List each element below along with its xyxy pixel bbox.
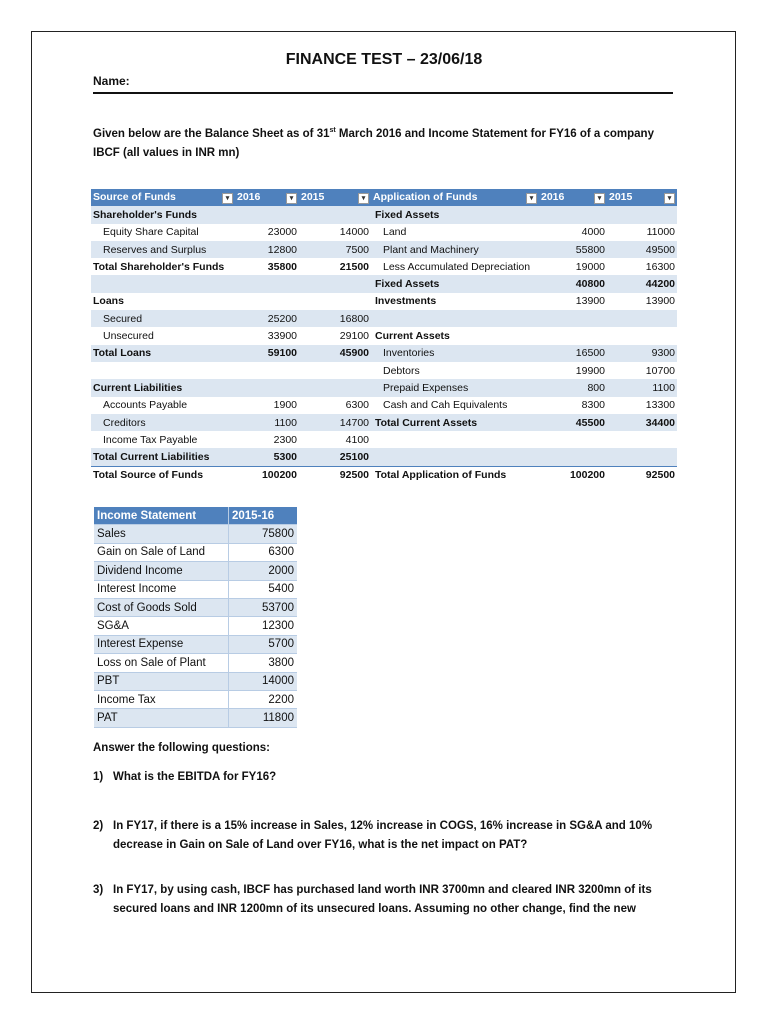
table-cell: 45900 — [299, 345, 371, 362]
question-text: In FY17, by using cash, IBCF has purchased land worth INR 3700mn and cleared INR 3200mn of its secured loans and INR 1200mn of its unsecured loans. Assuming no other change, find the new — [113, 884, 652, 915]
table-cell: Cash and Cah Equivalents — [371, 397, 539, 414]
table-cell — [607, 431, 677, 448]
table-cell: 16500 — [539, 345, 607, 362]
table-cell: 12300 — [229, 617, 298, 635]
column-header-label: 2016 — [541, 191, 565, 204]
table-cell: Dividend Income — [94, 562, 229, 580]
column-header[interactable] — [299, 189, 371, 206]
table-row — [91, 206, 677, 223]
name-label: Name: — [93, 74, 130, 88]
table-cell: SG&A — [94, 617, 229, 635]
table-cell — [299, 379, 371, 396]
table-row — [91, 362, 677, 379]
table-cell: 100200 — [539, 466, 607, 484]
table-cell: Total Current Assets — [371, 414, 539, 431]
table-cell: Unsecured — [91, 327, 235, 344]
table-row — [94, 709, 297, 727]
table-cell: Reserves and Surplus — [91, 241, 235, 258]
table-cell: Income Tax — [94, 690, 229, 708]
table-cell: 13300 — [607, 397, 677, 414]
table-cell: 14000 — [299, 224, 371, 241]
table-cell: Total Shareholder's Funds — [91, 258, 235, 275]
table-cell: 100200 — [235, 466, 299, 484]
table-cell: Interest Income — [94, 580, 229, 598]
table-cell: 19000 — [539, 258, 607, 275]
table-cell — [299, 275, 371, 292]
table-row — [91, 327, 677, 344]
table-cell: Prepaid Expenses — [371, 379, 539, 396]
table-cell: Fixed Assets — [371, 206, 539, 223]
table-cell — [299, 362, 371, 379]
table-cell: 5400 — [229, 580, 298, 598]
table-cell: Less Accumulated Depreciation — [371, 258, 539, 275]
table-cell: Current Assets — [371, 327, 539, 344]
table-cell: 3800 — [229, 654, 298, 672]
table-cell: 92500 — [299, 466, 371, 484]
table-cell: Equity Share Capital — [91, 224, 235, 241]
table-cell: 16300 — [607, 258, 677, 275]
table-row — [91, 310, 677, 327]
table-cell: 8300 — [539, 397, 607, 414]
table-cell: 19900 — [539, 362, 607, 379]
income-statement-header — [94, 507, 297, 525]
table-cell — [235, 379, 299, 396]
table-cell: Inventories — [371, 345, 539, 362]
table-row — [91, 258, 677, 275]
table-cell: 1100 — [235, 414, 299, 431]
column-header: Income Statement — [94, 507, 229, 525]
table-cell: PAT — [94, 709, 229, 727]
table-cell — [607, 310, 677, 327]
table-cell: 13900 — [539, 293, 607, 310]
table-cell: 29100 — [299, 327, 371, 344]
table-row — [91, 466, 677, 484]
table-cell: 59100 — [235, 345, 299, 362]
question-number: 2) — [93, 820, 104, 832]
table-row — [91, 448, 677, 466]
table-cell: 55800 — [539, 241, 607, 258]
table-cell: 92500 — [607, 466, 677, 484]
question-3 — [93, 881, 673, 919]
table-cell: 9300 — [607, 345, 677, 362]
filter-dropdown-icon[interactable]: ▾ — [222, 193, 233, 204]
table-cell: 14700 — [299, 414, 371, 431]
table-cell — [539, 448, 607, 466]
table-row — [91, 397, 677, 414]
table-cell: Plant and Machinery — [371, 241, 539, 258]
table-cell: Accounts Payable — [91, 397, 235, 414]
table-cell — [299, 206, 371, 223]
table-cell: Shareholder's Funds — [91, 206, 235, 223]
table-cell: 2300 — [235, 431, 299, 448]
table-cell — [539, 206, 607, 223]
name-line — [93, 92, 673, 94]
table-cell — [235, 293, 299, 310]
table-cell: 2200 — [229, 690, 298, 708]
table-cell: Investments — [371, 293, 539, 310]
filter-dropdown-icon[interactable]: ▾ — [358, 193, 369, 204]
table-cell: 5300 — [235, 448, 299, 466]
filter-dropdown-icon[interactable]: ▾ — [526, 193, 537, 204]
column-header-label: 2015 — [609, 191, 633, 204]
column-header[interactable] — [607, 189, 677, 206]
filter-dropdown-icon[interactable]: ▾ — [664, 193, 675, 204]
table-row — [91, 379, 677, 396]
table-cell: 11800 — [229, 709, 298, 727]
table-row — [91, 431, 677, 448]
column-header-label: 2015 — [301, 191, 325, 204]
table-cell: Current Liabilities — [91, 379, 235, 396]
table-cell: 5700 — [229, 635, 298, 653]
table-cell: 7500 — [299, 241, 371, 258]
table-row — [94, 525, 297, 543]
column-header[interactable] — [235, 189, 299, 206]
table-cell — [539, 327, 607, 344]
question-2 — [93, 817, 673, 855]
table-row — [91, 241, 677, 258]
intro-sup: st — [329, 127, 336, 134]
filter-dropdown-icon[interactable]: ▾ — [594, 193, 605, 204]
table-row — [94, 580, 297, 598]
table-cell — [91, 362, 235, 379]
table-cell: Total Source of Funds — [91, 466, 235, 484]
table-cell — [235, 206, 299, 223]
table-cell: 33900 — [235, 327, 299, 344]
table-cell: 6300 — [229, 543, 298, 561]
table-cell — [235, 362, 299, 379]
table-cell: Total Current Liabilities — [91, 448, 235, 466]
question-number: 3) — [93, 884, 104, 896]
column-header: 2015-16 — [229, 507, 298, 525]
column-header[interactable] — [371, 189, 539, 206]
balance-sheet-table — [91, 189, 677, 484]
table-cell: 2000 — [229, 562, 298, 580]
question-1 — [93, 768, 673, 787]
table-cell: 1100 — [607, 379, 677, 396]
column-header-label: Application of Funds — [373, 191, 478, 204]
table-row — [94, 672, 297, 690]
table-row — [91, 275, 677, 292]
table-cell: 75800 — [229, 525, 298, 543]
table-cell: 25200 — [235, 310, 299, 327]
table-cell: 21500 — [299, 258, 371, 275]
table-row — [91, 345, 677, 362]
table-row — [94, 617, 297, 635]
table-cell — [539, 310, 607, 327]
page-title: FINANCE TEST – 23/06/18 — [285, 51, 483, 68]
table-cell: Debtors — [371, 362, 539, 379]
table-cell: 53700 — [229, 598, 298, 616]
table-cell: 4000 — [539, 224, 607, 241]
table-cell: 13900 — [607, 293, 677, 310]
table-cell — [607, 448, 677, 466]
balance-sheet-header — [91, 189, 677, 206]
table-row — [94, 543, 297, 561]
column-header[interactable] — [91, 189, 235, 206]
table-cell: 34400 — [607, 414, 677, 431]
table-cell: 4100 — [299, 431, 371, 448]
table-cell — [371, 448, 539, 466]
table-cell — [607, 327, 677, 344]
table-cell: PBT — [94, 672, 229, 690]
column-header[interactable] — [539, 189, 607, 206]
table-cell — [539, 431, 607, 448]
table-cell: 800 — [539, 379, 607, 396]
table-cell: Total Application of Funds — [371, 466, 539, 484]
table-cell: 23000 — [235, 224, 299, 241]
table-cell — [91, 275, 235, 292]
table-cell: 1900 — [235, 397, 299, 414]
table-cell: 49500 — [607, 241, 677, 258]
table-row — [94, 635, 297, 653]
table-cell: 6300 — [299, 397, 371, 414]
income-statement-table — [94, 507, 297, 728]
table-cell: 40800 — [539, 275, 607, 292]
question-number: 1) — [93, 771, 104, 783]
table-cell: Sales — [94, 525, 229, 543]
table-row — [91, 293, 677, 310]
table-row — [94, 562, 297, 580]
table-cell: Fixed Assets — [371, 275, 539, 292]
table-cell — [607, 206, 677, 223]
table-cell — [371, 310, 539, 327]
table-cell: Secured — [91, 310, 235, 327]
table-cell: 11000 — [607, 224, 677, 241]
table-cell: 10700 — [607, 362, 677, 379]
table-row — [94, 598, 297, 616]
column-header-label: Source of Funds — [93, 191, 176, 204]
intro-text-2: March 2016 and Income Statement for FY16 of a company IBCF (all values in INR mn) — [93, 127, 654, 159]
table-cell: 45500 — [539, 414, 607, 431]
intro-paragraph — [93, 121, 683, 163]
column-header-label: 2016 — [237, 191, 261, 204]
table-cell: Creditors — [91, 414, 235, 431]
table-cell — [299, 293, 371, 310]
table-row — [91, 414, 677, 431]
table-cell — [235, 275, 299, 292]
table-cell: Interest Expense — [94, 635, 229, 653]
table-row — [94, 690, 297, 708]
table-row — [91, 224, 677, 241]
table-cell: 35800 — [235, 258, 299, 275]
filter-dropdown-icon[interactable]: ▾ — [286, 193, 297, 204]
questions-lead: Answer the following questions: — [93, 742, 270, 754]
table-cell: 25100 — [299, 448, 371, 466]
table-cell: 44200 — [607, 275, 677, 292]
table-cell: 14000 — [229, 672, 298, 690]
table-cell: 16800 — [299, 310, 371, 327]
question-text: What is the EBITDA for FY16? — [113, 771, 277, 783]
table-cell — [371, 431, 539, 448]
table-cell: Gain on Sale of Land — [94, 543, 229, 561]
table-cell: Loans — [91, 293, 235, 310]
table-cell: Income Tax Payable — [91, 431, 235, 448]
question-text: In FY17, if there is a 15% increase in Sales, 12% increase in COGS, 16% increase in SG&A and 10% decrease in Gain on Sale of Land over FY16, what is the net impact on PAT? — [113, 820, 653, 851]
table-cell: Loss on Sale of Plant — [94, 654, 229, 672]
table-cell: Land — [371, 224, 539, 241]
table-row — [94, 654, 297, 672]
intro-text-1: Given below are the Balance Sheet as of 31 — [93, 127, 330, 140]
table-cell: Cost of Goods Sold — [94, 598, 229, 616]
table-cell: 12800 — [235, 241, 299, 258]
table-cell: Total Loans — [91, 345, 235, 362]
